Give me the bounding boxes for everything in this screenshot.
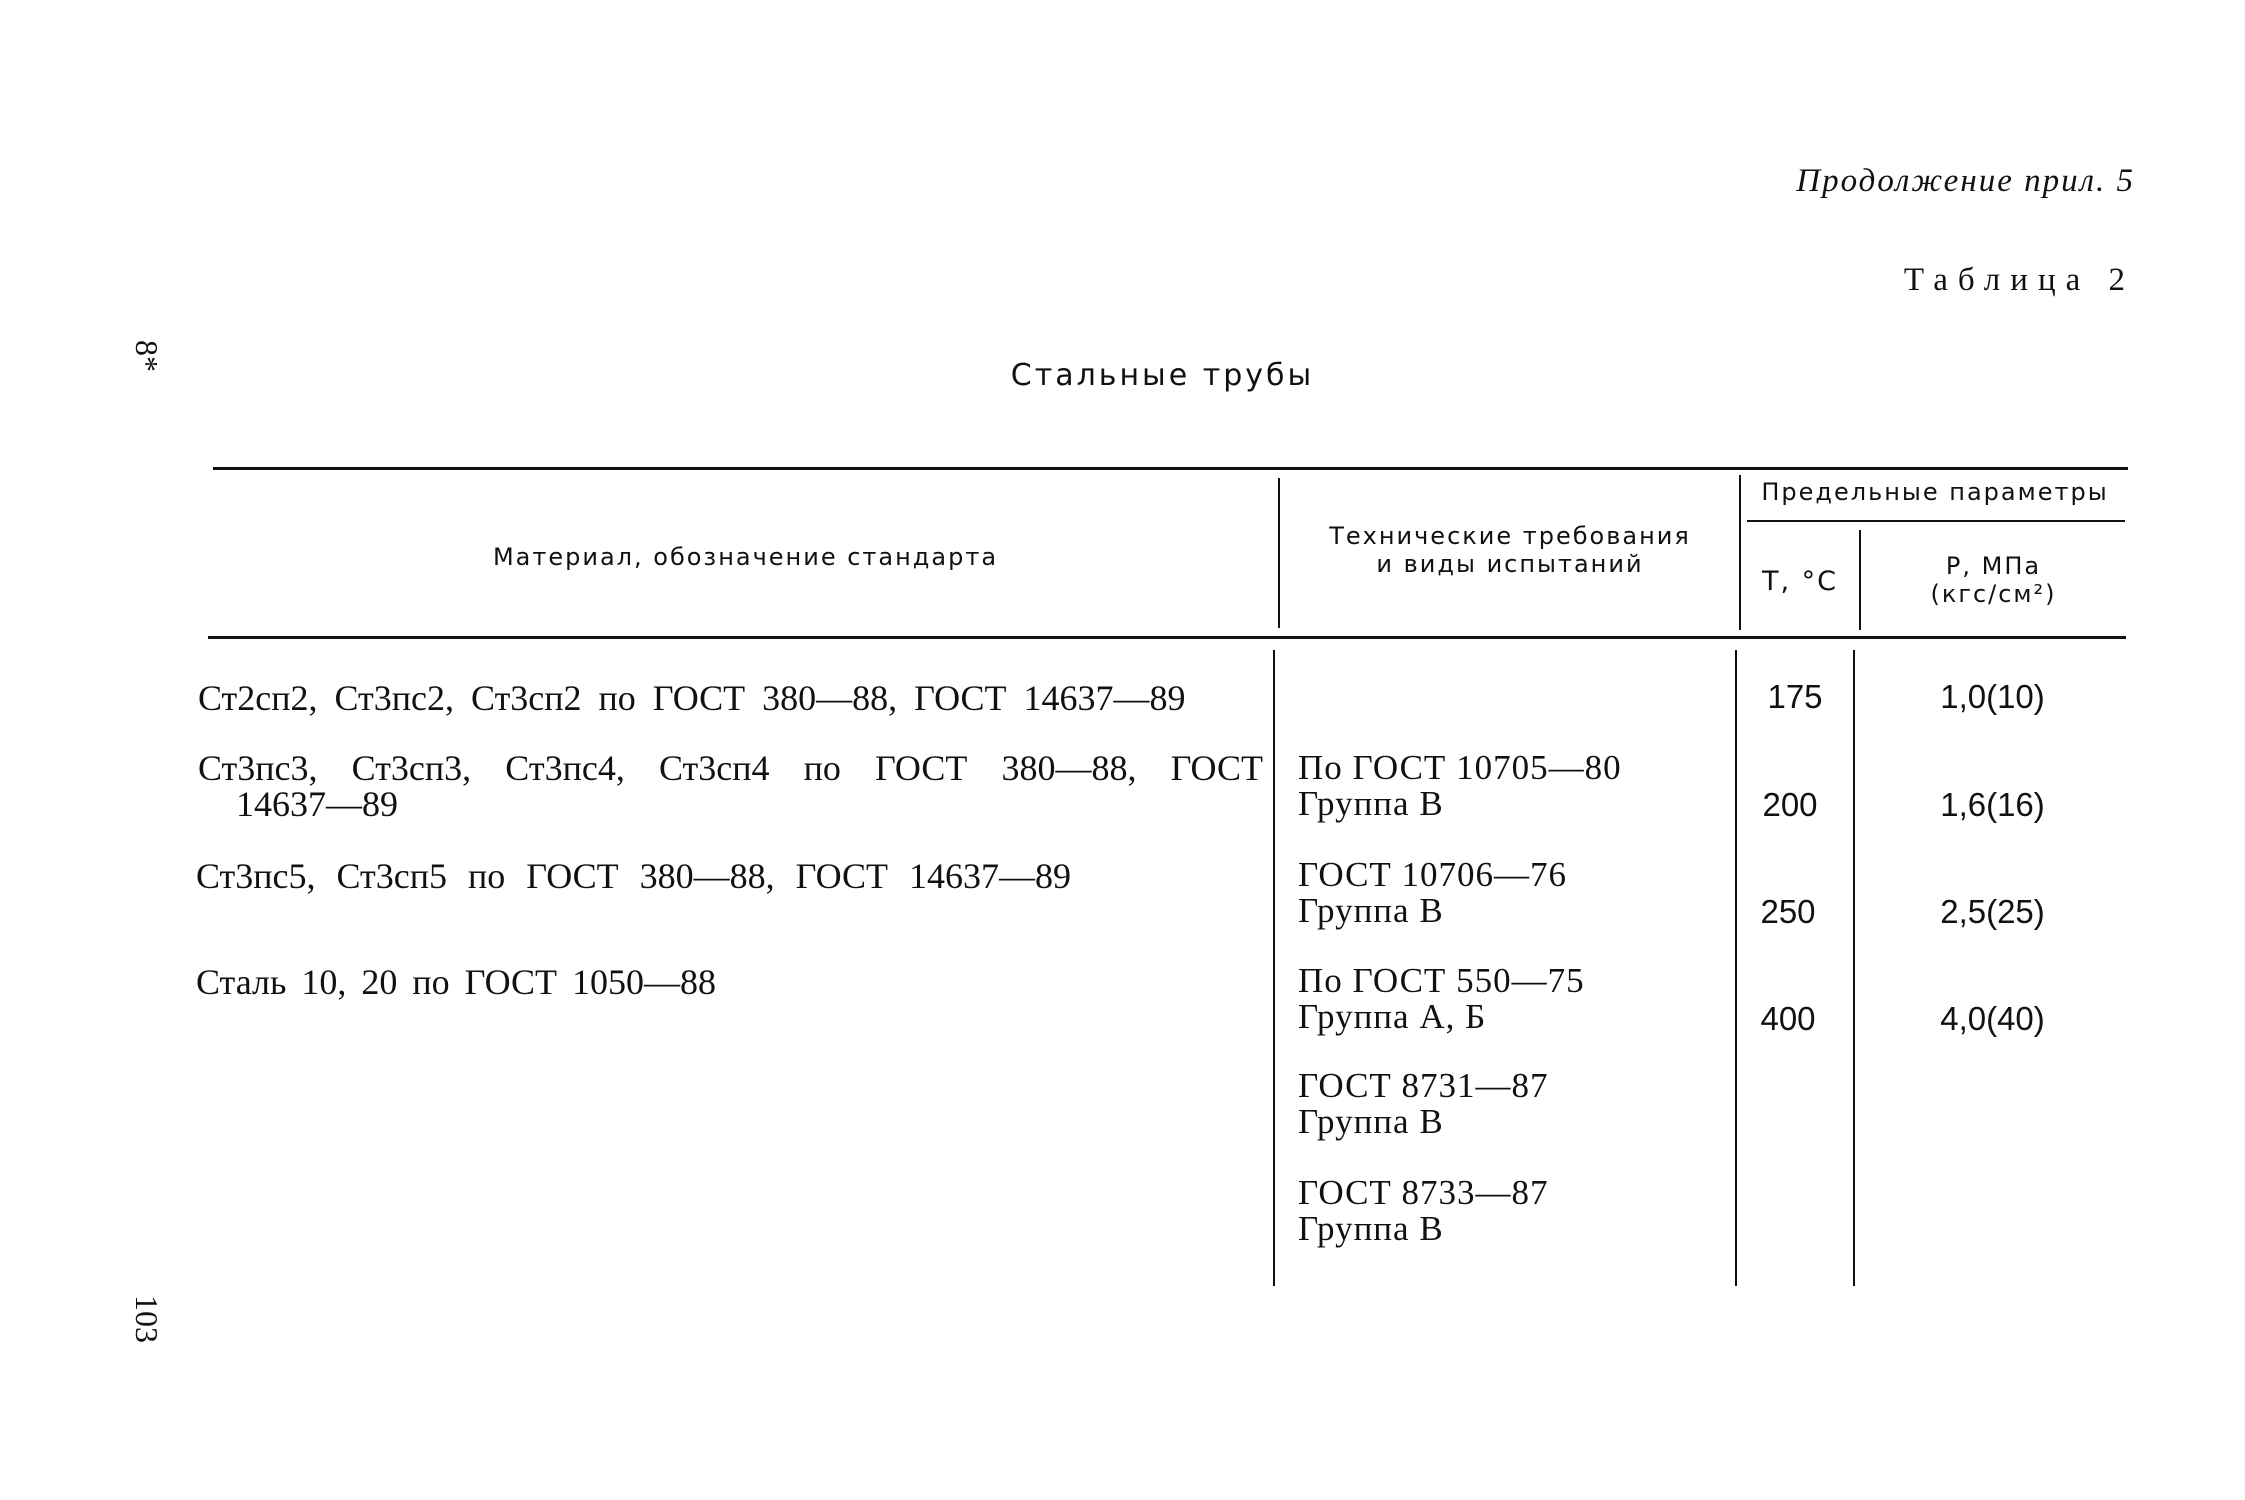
test-row-1-group: Группа В [1298, 784, 1444, 823]
test-row-5-standard: ГОСТ 8733—87 [1298, 1173, 1549, 1212]
test-row-1-standard: По ГОСТ 10705—80 [1298, 748, 1622, 787]
material-row-1: Ст2сп2, Ст3пс2, Ст3сп2 по ГОСТ 380—88, ГОСТ 14637—89 [198, 678, 1186, 718]
temperature-175: 175 [1767, 678, 1823, 715]
table-title: Стальные трубы [1010, 358, 1315, 393]
header-pressure-line1: Р, МПа [1945, 552, 2042, 580]
temperature-250: 250 [1760, 893, 1816, 930]
header-pressure [1861, 552, 2126, 608]
col-divider-1 [1278, 478, 1280, 628]
material-row-2-line2: 14637—89 [236, 784, 398, 824]
page-number: 103 [129, 1295, 165, 1343]
header-tech-requirements [1281, 522, 1739, 578]
pressure-250: 2,5(25) [1940, 893, 2045, 930]
pressure-400: 4,0(40) [1940, 1000, 2045, 1037]
test-row-4-standard: ГОСТ 8731—87 [1298, 1066, 1549, 1105]
test-row-3-group: Группа А, Б [1298, 997, 1487, 1036]
test-row-5 [1298, 1175, 1549, 1247]
header-temperature: Т, °С [1761, 566, 1838, 597]
limits-underline [1747, 520, 2125, 522]
header-tech-line2: и виды испытаний [1376, 550, 1644, 578]
continuation-note: Продолжение прил. 5 [1796, 163, 2135, 199]
test-row-4-group: Группа В [1298, 1102, 1444, 1141]
body-divider-1 [1273, 650, 1275, 1286]
test-row-5-group: Группа В [1298, 1209, 1444, 1248]
header-limits: Предельные параметры [1761, 478, 2109, 506]
material-row-4: Сталь 10, 20 по ГОСТ 1050—88 [196, 962, 717, 1002]
margin-mark-top: 8* [129, 340, 165, 372]
pressure-175: 1,0(10) [1940, 678, 2045, 715]
test-row-2-standard: ГОСТ 10706—76 [1298, 855, 1568, 894]
test-row-1 [1298, 750, 1622, 822]
header-pressure-line2: (кгс/см²) [1930, 580, 2057, 608]
table-top-rule [213, 467, 2128, 470]
col-divider-2 [1739, 475, 1741, 630]
material-row-3: Ст3пс5, Ст3сп5 по ГОСТ 380—88, ГОСТ 14637—89 [196, 856, 1072, 896]
body-divider-2 [1735, 650, 1737, 1286]
material-row-2-line1: Ст3пс3, Ст3сп3, Ст3пс4, Ст3сп4 по ГОСТ 380—88, ГОСТ [198, 748, 1263, 788]
body-divider-3 [1853, 650, 1855, 1286]
table-number: Таблица 2 [1903, 262, 2135, 298]
header-bottom-rule [208, 636, 2126, 639]
header-tech-line1: Технические требования [1329, 522, 1691, 550]
pressure-200: 1,6(16) [1940, 786, 2045, 823]
test-row-3-standard: По ГОСТ 550—75 [1298, 961, 1585, 1000]
test-row-4 [1298, 1068, 1549, 1140]
test-row-2-group: Группа В [1298, 891, 1444, 930]
temperature-400: 400 [1760, 1000, 1816, 1037]
test-row-3 [1298, 963, 1585, 1035]
test-row-2 [1298, 857, 1567, 929]
material-row-2 [198, 750, 1263, 822]
temperature-200: 200 [1762, 786, 1818, 823]
header-material: Материал, обозначение стандарта [492, 543, 999, 571]
